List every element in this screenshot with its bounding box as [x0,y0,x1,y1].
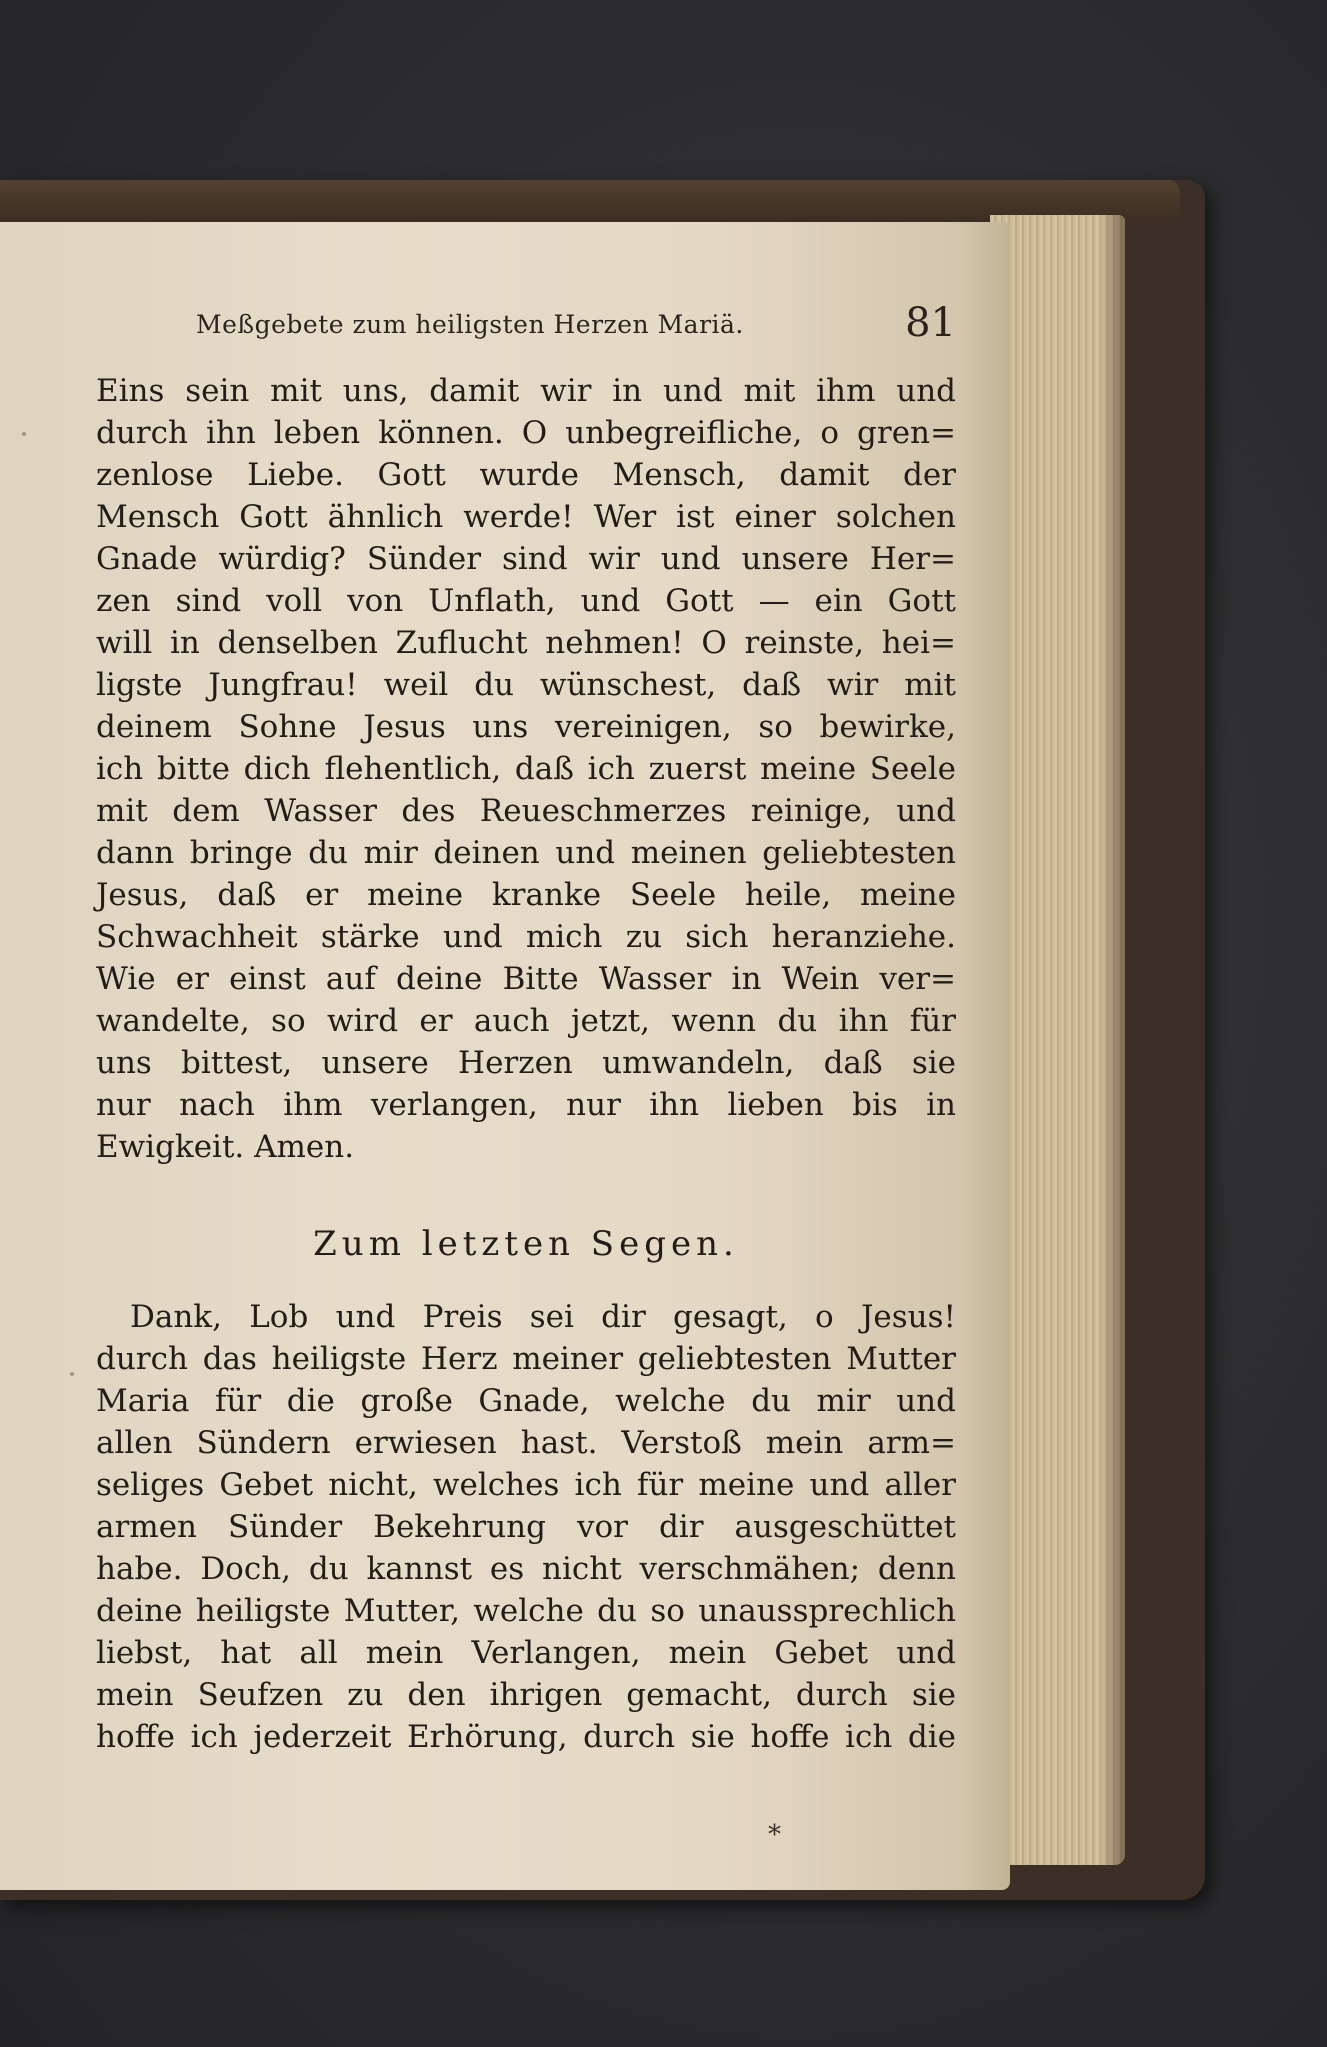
text-line: will in denselben Zuflucht nehmen! O reinste, hei= [96,625,956,661]
text-line: seliges Gebet nicht, welches ich für meine und aller [96,1467,956,1503]
text-line: Wie er einst auf deine Bitte Wasser in Wein ver= [96,961,956,997]
text-line: Maria für die große Gnade, welche du mir und [96,1383,956,1419]
page-speck [22,432,26,436]
page-text [96,370,956,1758]
text-line: Ewigkeit. Amen. [96,1129,355,1165]
text-line: armen Sünder Bekehrung vor dir ausgeschüttet [96,1509,956,1545]
text-line: allen Sündern erwiesen hast. Verstoß mein arm= [96,1425,956,1461]
page-number: 81 [905,300,956,346]
text-line: Jesus, daß er meine kranke Seele heile, meine [96,877,956,913]
running-head: Meßgebete zum heiligsten Herzen Mariä. [196,310,744,339]
text-line: Mensch Gott ähnlich werde! Wer ist einer solchen [96,499,956,535]
text-line: ligste Jungfrau! weil du wünschest, daß wir mit [96,667,956,703]
text-line: Dank, Lob und Preis sei dir gesagt, o Jesus! [130,1299,956,1335]
text-line: hoffe ich jederzeit Erhörung, durch sie hoffe ich die [96,1719,956,1755]
text-line: dann bringe du mir deinen und meinen geliebtesten [96,835,956,871]
text-line: Eins sein mit uns, damit wir in und mit ihm und [96,373,956,409]
text-line: liebst, hat all mein Verlangen, mein Gebet und [96,1635,956,1671]
text-line: habe. Doch, du kannst es nicht verschmähen; denn [96,1551,956,1587]
text-line: mit dem Wasser des Reueschmerzes reinige, und [96,793,956,829]
text-line: zenlose Liebe. Gott wurde Mensch, damit der [96,457,956,493]
signature-mark: * [768,1820,781,1850]
paragraph-blessing [96,1296,956,1758]
text-line: deinem Sohne Jesus uns vereinigen, so bewirke, [96,709,956,745]
page-header [196,300,956,352]
text-line: nur nach ihm verlangen, nur ihn lieben bis in [96,1087,956,1123]
text-line: wandelte, so wird er auch jetzt, wenn du ihn für [96,1003,956,1039]
text-line: durch das heiligste Herz meiner geliebtesten Mutter [96,1341,956,1377]
text-line: Schwachheit stärke und mich zu sich heranziehe. [96,919,956,955]
text-line: Gnade würdig? Sünder sind wir und unsere Her= [96,541,956,577]
page-speck [70,1372,74,1376]
text-line: mein Seufzen zu den ihrigen gemacht, durch sie [96,1677,956,1713]
page-stack-shadow [1100,215,1125,1865]
text-line: durch ihn leben können. O unbegreifliche, o gren= [96,415,956,451]
text-line: deine heiligste Mutter, welche du so unaussprechlich [96,1593,956,1629]
section-heading: Zum letzten Segen. [313,1224,739,1264]
paragraph-prayer [96,370,956,1168]
text-line: zen sind voll von Unflath, und Gott — ein Gott [96,583,956,619]
text-line: uns bittest, unsere Herzen umwandeln, daß sie [96,1045,956,1081]
text-line: ich bitte dich flehentlich, daß ich zuerst meine Seele [96,751,956,787]
